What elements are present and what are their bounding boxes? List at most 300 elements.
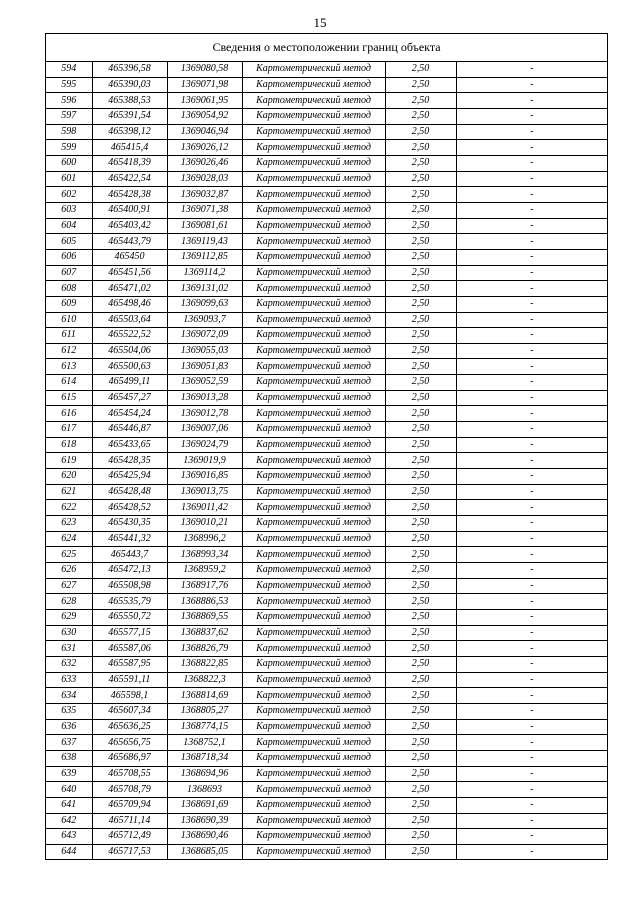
description-cell: - [456,312,607,328]
table-row [46,140,607,156]
coord-x-cell: 465591,11 [92,672,167,688]
coord-y-cell: 1369112,85 [167,249,242,265]
accuracy-cell: 2,50 [385,609,456,625]
coord-y-cell: 1368826,79 [167,641,242,657]
accuracy-cell: 2,50 [385,829,456,845]
coord-y-cell: 1369072,09 [167,328,242,344]
point-number-cell: 628 [46,594,92,610]
point-number-cell: 642 [46,813,92,829]
accuracy-cell: 2,50 [385,281,456,297]
coord-y-cell: 1368869,55 [167,609,242,625]
coord-x-cell: 465587,95 [92,656,167,672]
coord-x-cell: 465504,06 [92,343,167,359]
coord-y-cell: 1369032,87 [167,187,242,203]
accuracy-cell: 2,50 [385,594,456,610]
method-cell: Картометрический метод [242,719,385,735]
page-number: 15 [313,15,327,30]
method-cell: Картометрический метод [242,108,385,124]
method-cell: Картометрический метод [242,766,385,782]
method-cell: Картометрический метод [242,171,385,187]
table-row [46,375,607,391]
point-number-cell: 602 [46,187,92,203]
table-row [46,735,607,751]
coord-x-cell: 465457,27 [92,390,167,406]
description-cell: - [456,578,607,594]
point-number-cell: 620 [46,469,92,485]
accuracy-cell: 2,50 [385,531,456,547]
accuracy-cell: 2,50 [385,844,456,859]
coord-y-cell: 1368837,62 [167,625,242,641]
description-cell: - [456,484,607,500]
method-cell: Картометрический метод [242,750,385,766]
point-number-cell: 597 [46,108,92,124]
point-number-cell: 619 [46,453,92,469]
description-cell: - [456,124,607,140]
coord-x-cell: 465443,79 [92,234,167,250]
coord-x-cell: 465403,42 [92,218,167,234]
point-number-cell: 637 [46,735,92,751]
table-row [46,296,607,312]
description-cell: - [456,93,607,109]
description-cell: - [456,249,607,265]
table-row [46,406,607,422]
coord-y-cell: 1369054,92 [167,108,242,124]
point-number-cell: 626 [46,563,92,579]
method-cell: Картометрический метод [242,641,385,657]
coord-x-cell: 465711,14 [92,813,167,829]
table-row [46,390,607,406]
coord-x-cell: 465498,46 [92,296,167,312]
table-row [46,766,607,782]
description-cell: - [456,187,607,203]
description-cell: - [456,500,607,516]
table-row [46,594,607,610]
method-cell: Картометрический метод [242,688,385,704]
method-cell: Картометрический метод [242,406,385,422]
point-number-cell: 634 [46,688,92,704]
coord-x-cell: 465472,13 [92,563,167,579]
description-cell: - [456,531,607,547]
table-row [46,202,607,218]
coord-y-cell: 1369052,59 [167,375,242,391]
accuracy-cell: 2,50 [385,249,456,265]
description-cell: - [456,719,607,735]
point-number-cell: 627 [46,578,92,594]
method-cell: Картометрический метод [242,328,385,344]
coord-y-cell: 1369028,03 [167,171,242,187]
point-number-cell: 629 [46,609,92,625]
accuracy-cell: 2,50 [385,93,456,109]
accuracy-cell: 2,50 [385,187,456,203]
accuracy-cell: 2,50 [385,578,456,594]
point-number-cell: 622 [46,500,92,516]
point-number-cell: 633 [46,672,92,688]
method-cell: Картометрический метод [242,563,385,579]
method-cell: Картометрический метод [242,829,385,845]
table-row [46,124,607,140]
method-cell: Картометрический метод [242,703,385,719]
coord-y-cell: 1369071,98 [167,77,242,93]
accuracy-cell: 2,50 [385,202,456,218]
accuracy-cell: 2,50 [385,359,456,375]
method-cell: Картометрический метод [242,797,385,813]
boundary-table-sheet [45,33,608,860]
description-cell: - [456,735,607,751]
table-row [46,218,607,234]
accuracy-cell: 2,50 [385,62,456,77]
coord-x-cell: 465686,97 [92,750,167,766]
description-cell: - [456,797,607,813]
method-cell: Картометрический метод [242,202,385,218]
coord-y-cell: 1369055,03 [167,343,242,359]
accuracy-cell: 2,50 [385,719,456,735]
accuracy-cell: 2,50 [385,437,456,453]
method-cell: Картометрический метод [242,813,385,829]
table-row [46,249,607,265]
coord-x-cell: 465522,52 [92,328,167,344]
coord-y-cell: 1368959,2 [167,563,242,579]
description-cell: - [456,782,607,798]
table-row [46,469,607,485]
table-row [46,155,607,171]
point-number-cell: 609 [46,296,92,312]
table-row [46,453,607,469]
description-cell: - [456,422,607,438]
coord-y-cell: 1369013,75 [167,484,242,500]
accuracy-cell: 2,50 [385,672,456,688]
coord-y-cell: 1368814,69 [167,688,242,704]
coord-y-cell: 1369099,63 [167,296,242,312]
description-cell: - [456,202,607,218]
method-cell: Картометрический метод [242,609,385,625]
point-number-cell: 616 [46,406,92,422]
point-number-cell: 610 [46,312,92,328]
point-number-cell: 631 [46,641,92,657]
accuracy-cell: 2,50 [385,422,456,438]
method-cell: Картометрический метод [242,375,385,391]
description-cell: - [456,343,607,359]
accuracy-cell: 2,50 [385,735,456,751]
method-cell: Картометрический метод [242,218,385,234]
method-cell: Картометрический метод [242,656,385,672]
table-row [46,312,607,328]
coord-x-cell: 465415,4 [92,140,167,156]
accuracy-cell: 2,50 [385,641,456,657]
point-number-cell: 606 [46,249,92,265]
table-row [46,719,607,735]
coord-x-cell: 465428,35 [92,453,167,469]
point-number-cell: 641 [46,797,92,813]
point-number-cell: 607 [46,265,92,281]
coord-y-cell: 1368822,3 [167,672,242,688]
coord-y-cell: 1369114,2 [167,265,242,281]
method-cell: Картометрический метод [242,390,385,406]
point-number-cell: 600 [46,155,92,171]
method-cell: Картометрический метод [242,437,385,453]
point-number-cell: 611 [46,328,92,344]
method-cell: Картометрический метод [242,594,385,610]
table-row [46,641,607,657]
point-number-cell: 617 [46,422,92,438]
method-cell: Картометрический метод [242,93,385,109]
coord-x-cell: 465451,56 [92,265,167,281]
point-number-cell: 625 [46,547,92,563]
coord-y-cell: 1368805,27 [167,703,242,719]
point-number-cell: 608 [46,281,92,297]
table-row [46,281,607,297]
coord-x-cell: 465717,53 [92,844,167,859]
accuracy-cell: 2,50 [385,547,456,563]
coord-y-cell: 1368774,15 [167,719,242,735]
accuracy-cell: 2,50 [385,469,456,485]
description-cell: - [456,516,607,532]
coord-x-cell: 465712,49 [92,829,167,845]
accuracy-cell: 2,50 [385,688,456,704]
description-cell: - [456,234,607,250]
description-cell: - [456,672,607,688]
coordinates-table-body [46,62,607,859]
method-cell: Картометрический метод [242,155,385,171]
point-number-cell: 599 [46,140,92,156]
coord-x-cell: 465450 [92,249,167,265]
accuracy-cell: 2,50 [385,312,456,328]
coord-x-cell: 465425,94 [92,469,167,485]
coord-x-cell: 465500,63 [92,359,167,375]
table-row [46,171,607,187]
coord-y-cell: 1368752,1 [167,735,242,751]
table-row [46,672,607,688]
method-cell: Картометрический метод [242,453,385,469]
point-number-cell: 635 [46,703,92,719]
description-cell: - [456,750,607,766]
method-cell: Картометрический метод [242,281,385,297]
coord-x-cell: 465708,55 [92,766,167,782]
coord-x-cell: 465598,1 [92,688,167,704]
method-cell: Картометрический метод [242,62,385,77]
method-cell: Картометрический метод [242,77,385,93]
method-cell: Картометрический метод [242,484,385,500]
coord-x-cell: 465388,53 [92,93,167,109]
coord-x-cell: 465430,35 [92,516,167,532]
point-number-cell: 618 [46,437,92,453]
coord-x-cell: 465499,11 [92,375,167,391]
coord-y-cell: 1369026,46 [167,155,242,171]
description-cell: - [456,171,607,187]
point-number-cell: 638 [46,750,92,766]
point-number-cell: 604 [46,218,92,234]
point-number-cell: 644 [46,844,92,859]
point-number-cell: 640 [46,782,92,798]
description-cell: - [456,281,607,297]
coord-y-cell: 1369010,21 [167,516,242,532]
description-cell: - [456,813,607,829]
coord-x-cell: 465428,48 [92,484,167,500]
table-row [46,625,607,641]
coord-x-cell: 465471,02 [92,281,167,297]
description-cell: - [456,375,607,391]
coord-x-cell: 465422,54 [92,171,167,187]
description-cell: - [456,656,607,672]
coord-y-cell: 1368690,46 [167,829,242,845]
accuracy-cell: 2,50 [385,124,456,140]
method-cell: Картометрический метод [242,265,385,281]
accuracy-cell: 2,50 [385,406,456,422]
coord-y-cell: 1368693 [167,782,242,798]
accuracy-cell: 2,50 [385,766,456,782]
method-cell: Картометрический метод [242,359,385,375]
accuracy-cell: 2,50 [385,453,456,469]
table-row [46,829,607,845]
point-number-cell: 623 [46,516,92,532]
coord-y-cell: 1369093,7 [167,312,242,328]
description-cell: - [456,453,607,469]
method-cell: Картометрический метод [242,735,385,751]
table-row [46,797,607,813]
description-cell: - [456,296,607,312]
description-cell: - [456,563,607,579]
description-cell: - [456,469,607,485]
coord-y-cell: 1369119,43 [167,234,242,250]
point-number-cell: 603 [46,202,92,218]
accuracy-cell: 2,50 [385,563,456,579]
description-cell: - [456,77,607,93]
coord-x-cell: 465390,03 [92,77,167,93]
description-cell: - [530,846,534,858]
description-cell: - [456,547,607,563]
accuracy-cell: 2,50 [385,516,456,532]
coord-y-cell: 1369061,95 [167,93,242,109]
table-row [46,359,607,375]
accuracy-cell: 2,50 [385,750,456,766]
accuracy-cell: 2,50 [385,500,456,516]
table-row [46,328,607,344]
accuracy-cell: 2,50 [385,484,456,500]
coord-x-cell: 465443,7 [92,547,167,563]
accuracy-cell: 2,50 [385,265,456,281]
coord-x-cell: 465391,54 [92,108,167,124]
table-row [46,563,607,579]
coord-y-cell: 1369007,06 [167,422,242,438]
point-number-cell: 639 [46,766,92,782]
method-cell: Картометрический метод [242,422,385,438]
accuracy-cell: 2,50 [385,703,456,719]
coord-y-cell: 1368691,69 [167,797,242,813]
coord-y-cell: 1368993,34 [167,547,242,563]
method-cell: Картометрический метод [242,531,385,547]
coord-y-cell: 1368886,53 [167,594,242,610]
description-cell: - [456,140,607,156]
description-cell: - [456,359,607,375]
table-row [46,187,607,203]
method-cell: Картометрический метод [242,124,385,140]
description-cell: - [456,265,607,281]
accuracy-cell: 2,50 [385,108,456,124]
description-cell: - [456,328,607,344]
coord-x-cell: 465636,25 [92,719,167,735]
coord-x-cell: 465656,75 [92,735,167,751]
table-row [46,484,607,500]
accuracy-cell: 2,50 [385,155,456,171]
table-row [46,782,607,798]
table-row [46,265,607,281]
point-number-cell: 598 [46,124,92,140]
description-cell: - [456,155,607,171]
point-number-cell: 605 [46,234,92,250]
table-row [46,437,607,453]
coord-x-cell: 465577,15 [92,625,167,641]
coord-y-cell: 1368917,76 [167,578,242,594]
coord-x-cell: 465441,32 [92,531,167,547]
point-number-cell: 615 [46,390,92,406]
table-row [46,750,607,766]
description-cell: - [456,766,607,782]
description-cell: - [456,641,607,657]
coord-y-cell: 1368690,39 [167,813,242,829]
coord-y-cell: 1369051,83 [167,359,242,375]
accuracy-cell: 2,50 [385,140,456,156]
point-number-cell: 614 [46,375,92,391]
coord-y-cell: 1369011,42 [167,500,242,516]
coord-x-cell: 465587,06 [92,641,167,657]
table-row [46,531,607,547]
point-number-cell: 596 [46,93,92,109]
coord-x-cell: 465396,58 [92,62,167,77]
point-number-cell: 624 [46,531,92,547]
coord-x-cell: 465535,79 [92,594,167,610]
coord-y-cell: 1369012,78 [167,406,242,422]
accuracy-cell: 2,50 [385,782,456,798]
accuracy-cell: 2,50 [385,171,456,187]
point-number-cell: 613 [46,359,92,375]
accuracy-cell: 2,50 [385,797,456,813]
method-cell: Картометрический метод [242,469,385,485]
table-row [46,422,607,438]
table-row [46,516,607,532]
coord-x-cell: 465428,38 [92,187,167,203]
point-number-cell: 643 [46,829,92,845]
coord-y-cell: 1369046,94 [167,124,242,140]
coord-x-cell: 465428,52 [92,500,167,516]
method-cell: Картометрический метод [242,296,385,312]
description-cell: - [456,688,607,704]
table-row [46,656,607,672]
table-row [46,343,607,359]
table-row [46,108,607,124]
table-row [46,77,607,93]
coord-x-cell: 465446,87 [92,422,167,438]
accuracy-cell: 2,50 [385,625,456,641]
description-cell: - [456,406,607,422]
coord-x-cell: 465708,79 [92,782,167,798]
accuracy-cell: 2,50 [385,813,456,829]
point-number-cell: 630 [46,625,92,641]
point-number-cell: 601 [46,171,92,187]
coord-y-cell: 1368718,34 [167,750,242,766]
method-cell: Картометрический метод [242,672,385,688]
table-row [46,547,607,563]
method-cell: Картометрический метод [242,312,385,328]
table-row [46,844,607,859]
accuracy-cell: 2,50 [385,77,456,93]
description-cell: - [456,437,607,453]
method-cell: Картометрический метод [242,140,385,156]
description-cell: - [456,625,607,641]
coord-y-cell: 1368685,05 [167,844,242,859]
accuracy-cell: 2,50 [385,234,456,250]
coord-x-cell: 465503,64 [92,312,167,328]
coord-y-cell: 1368996,2 [167,531,242,547]
method-cell: Картометрический метод [242,187,385,203]
